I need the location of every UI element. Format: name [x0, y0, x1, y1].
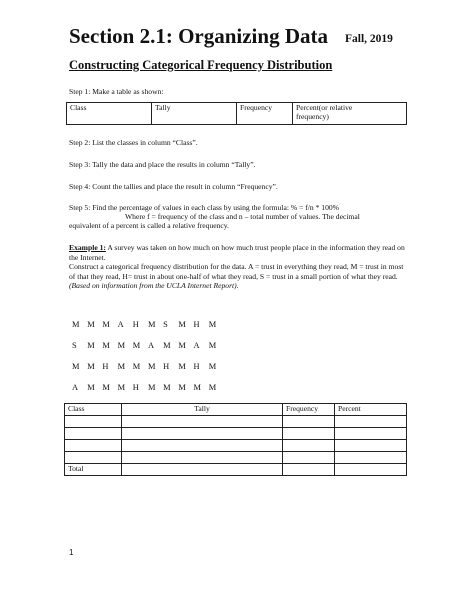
term-date: Fall, 2019: [345, 33, 393, 45]
class-cell: [65, 452, 122, 464]
percent-cell: [335, 428, 407, 440]
tally-cell: [122, 464, 283, 476]
data-letter: S: [163, 320, 168, 329]
data-letter: M: [72, 362, 80, 371]
total-label: Total: [65, 464, 122, 476]
frequency-table: [64, 403, 407, 476]
data-letter: M: [132, 362, 141, 371]
table-row: [65, 428, 407, 440]
data-row: [72, 341, 224, 350]
data-letter: M: [102, 341, 110, 350]
section-subtitle: Constructing Categorical Frequency Distribution: [69, 58, 333, 72]
class-cell: [65, 428, 122, 440]
percent-cell: [335, 452, 407, 464]
header-percent-line2: frequency): [296, 112, 329, 121]
data-letter: H: [193, 320, 200, 329]
data-letter: M: [178, 362, 186, 371]
header-percent: Percent: [335, 404, 407, 416]
data-letter: M: [208, 362, 217, 371]
header-tally: Tally: [122, 404, 283, 416]
data-letter: M: [163, 341, 171, 350]
frequency-cell: [283, 464, 335, 476]
data-letter: M: [87, 383, 95, 392]
data-letter: A: [72, 383, 79, 392]
header-frequency: Frequency: [283, 404, 335, 416]
data-letter: M: [102, 320, 110, 329]
step-3: Step 3: Tally the data and place the results in column “Tally”.: [69, 160, 256, 169]
data-letter: M: [117, 362, 126, 371]
data-letter: M: [117, 383, 126, 392]
step-2: Step 2: List the classes in column “Class”.: [69, 138, 198, 147]
data-letter: M: [147, 383, 156, 392]
header-tally: Tally: [152, 103, 237, 125]
data-letter: M: [193, 383, 201, 392]
data-letter: M: [87, 320, 95, 329]
step-5-line-1: Step 5: Find the percentage of values in each class by using the formula: % = f/n * 100%: [69, 203, 339, 212]
data-letter: M: [178, 383, 186, 392]
tally-cell: [122, 416, 283, 428]
total-row: [65, 464, 407, 476]
table-row: [65, 416, 407, 428]
data-letter: H: [132, 383, 139, 392]
data-letter: M: [117, 341, 126, 350]
header-percent: [293, 103, 407, 125]
header-percent-line1: Percent(or relative: [296, 103, 353, 112]
frequency-cell: [283, 428, 335, 440]
data-letter: M: [178, 341, 186, 350]
data-row: [72, 320, 224, 329]
table-row: [65, 440, 407, 452]
data-letter: S: [72, 341, 77, 350]
data-letter: H: [102, 362, 109, 371]
step-5-line-3: equivalent of a percent is called a relative frequency.: [69, 221, 229, 230]
data-letter: M: [208, 341, 217, 350]
tally-cell: [122, 440, 283, 452]
percent-cell: [335, 440, 407, 452]
data-letter: M: [72, 320, 80, 329]
data-letter: M: [208, 383, 217, 392]
data-letter: A: [117, 320, 124, 329]
data-letter: M: [163, 383, 171, 392]
example-label: Example 1:: [69, 243, 106, 252]
example-source: (Based on information from the UCLA Internet Report).: [69, 281, 239, 291]
tally-cell: [122, 428, 283, 440]
frequency-cell: [283, 452, 335, 464]
frequency-cell: [283, 440, 335, 452]
template-table: [66, 102, 407, 125]
header-class: Class: [65, 404, 122, 416]
page-number: 1: [69, 548, 74, 557]
data-letter: A: [147, 341, 154, 350]
data-letter: M: [102, 383, 110, 392]
data-letter: H: [163, 362, 170, 371]
page-title: Section 2.1: Organizing Data: [69, 24, 328, 48]
data-row: [72, 362, 224, 371]
data-letter: H: [193, 362, 200, 371]
example-text-1: A survey was taken on how much on how much trust people place in the information they read on the Internet.: [69, 243, 405, 262]
class-cell: [65, 416, 122, 428]
data-letter: M: [147, 362, 156, 371]
percent-cell: [335, 464, 407, 476]
data-letter: A: [193, 341, 200, 350]
data-row: [72, 383, 224, 392]
frequency-cell: [283, 416, 335, 428]
tally-cell: [122, 452, 283, 464]
data-letter: M: [87, 341, 95, 350]
data-letter: M: [147, 320, 156, 329]
step-1: Step 1: Make a table as shown:: [69, 87, 164, 96]
example-1-paragraph: [69, 243, 405, 291]
data-letter: M: [132, 341, 141, 350]
class-cell: [65, 440, 122, 452]
header-class: Class: [67, 103, 152, 125]
data-letter: M: [208, 320, 217, 329]
example-text-2: Construct a categorical frequency distribution for the data. A = trust in everything they read, M = trust in most of that they read, H= trust in about one-half of what they read, S = trust in a small portion of what they read.: [69, 262, 404, 281]
data-letter: H: [132, 320, 139, 329]
table-row: [65, 452, 407, 464]
step-4: Step 4: Count the tallies and place the result in column “Frequency”.: [69, 182, 278, 191]
header-frequency: Frequency: [237, 103, 293, 125]
data-letter: M: [87, 362, 95, 371]
data-letter: M: [178, 320, 186, 329]
percent-cell: [335, 416, 407, 428]
step-5-line-2: Where f = frequency of the class and n – total number of values. The decimal: [125, 212, 360, 221]
